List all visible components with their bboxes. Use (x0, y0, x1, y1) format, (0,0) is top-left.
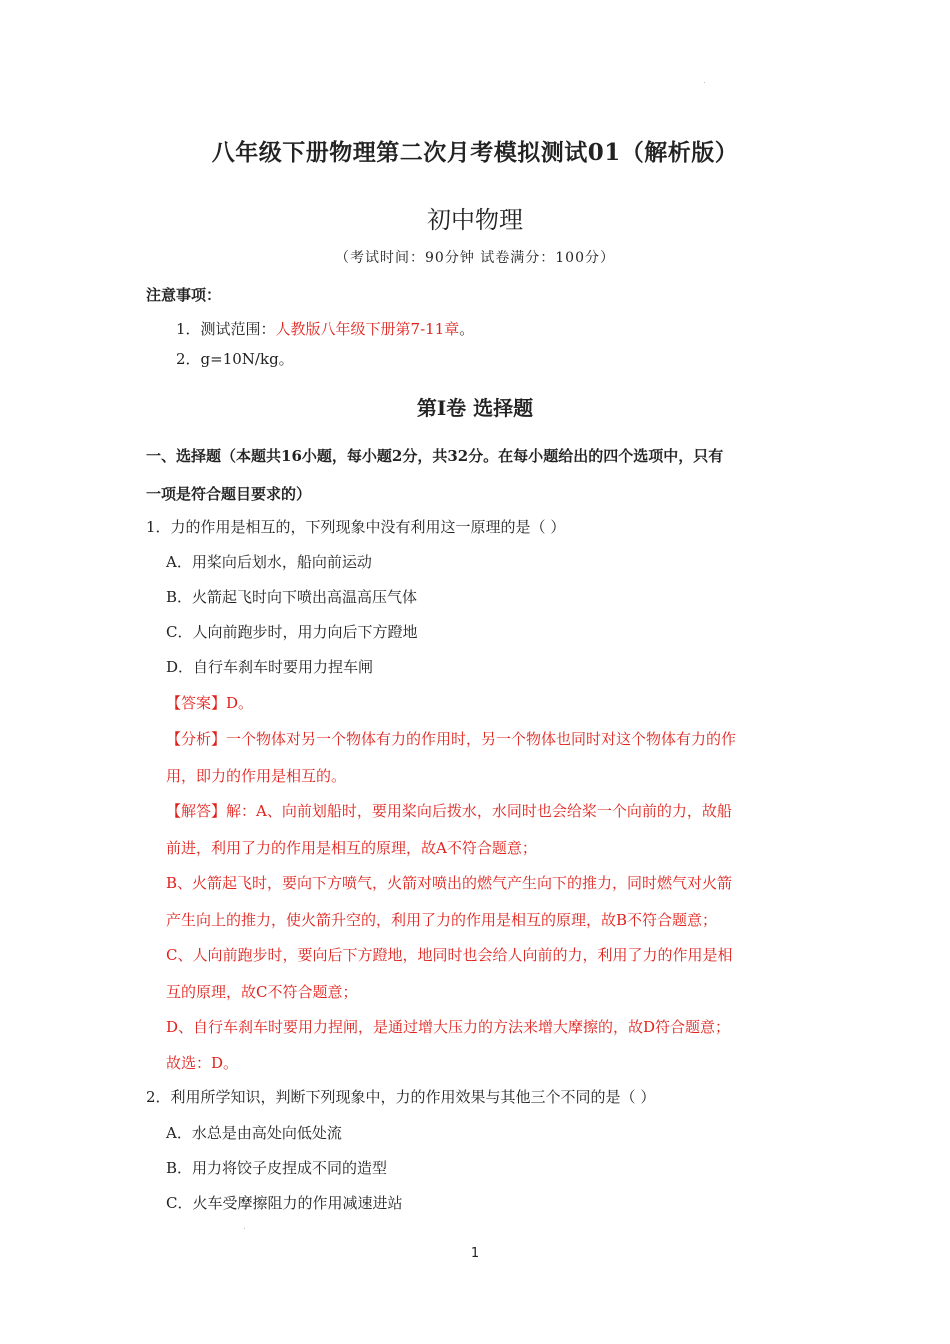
notice-item-1 (176, 318, 474, 339)
question-2-option-c: C．火车受摩擦阻力的作用减速进站 (166, 1194, 403, 1212)
question-1-analysis-line-2: 用，即力的作用是相互的。 (166, 767, 347, 785)
question-1-stem: 1．力的作用是相互的，下列现象中没有利用这一原理的是（ ） (146, 518, 566, 536)
notice-item-1-suffix: 。 (459, 320, 475, 338)
section-heading-line-2: 一项是符合题目要求的） (146, 485, 312, 503)
question-1-option-d: D．自行车刹车时要用力捏车闸 (166, 658, 374, 676)
subject-heading: 初中物理 (427, 206, 523, 234)
question-2-option-a: A．水总是由高处向低处流 (166, 1124, 342, 1142)
question-1-solution-line-4: 产生向上的推力，使火箭升空的，利用了力的作用是相互的原理，故B不符合题意； (166, 911, 718, 929)
question-1-analysis-line-1: 【分析】一个物体对另一个物体有力的作用时，另一个物体也同时对这个物体有力的作 (166, 730, 737, 748)
page-number: 1 (470, 1246, 480, 1261)
question-1-option-b: B．火箭起飞时向下喷出高温高压气体 (166, 588, 418, 606)
document-title: 八年级下册物理第二次月考模拟测试01（解析版） (211, 139, 739, 166)
question-1-solution-line-8: 故选：D。 (166, 1054, 239, 1072)
question-1-solution-line-6: 互的原理，故C不符合题意； (166, 983, 358, 1001)
notice-item-2: 2．g=10N/kg。 (176, 350, 294, 368)
question-1-solution-line-3: B、火箭起飞时，要向下方喷气，火箭对喷出的燃气产生向下的推力，同时燃气对火箭 (166, 874, 733, 892)
question-1-option-a: A．用桨向后划水，船向前运动 (166, 553, 372, 571)
question-1-answer: 【答案】D。 (166, 694, 254, 712)
section-heading-line-1: 一、选择题（本题共16小题，每小题2分，共32分。在每小题给出的四个选项中，只有 (146, 447, 724, 465)
exam-info: （考试时间：90分钟 试卷满分：100分） (335, 250, 615, 266)
part-title: 第Ⅰ卷 选择题 (416, 396, 534, 420)
question-1-solution-line-2: 前进，利用了力的作用是相互的原理，故A不符合题意； (166, 839, 537, 857)
question-1-solution-line-7: D、自行车刹车时要用力捏闸，是通过增大压力的方法来增大摩擦的，故D符合题意； (166, 1018, 731, 1036)
question-1-solution-line-5: C、人向前跑步时，要向后下方蹬地，地同时也会给人向前的力，利用了力的作用是相 (166, 946, 733, 964)
question-2-stem: 2．利用所学知识，判断下列现象中，力的作用效果与其他三个不同的是（ ） (146, 1088, 656, 1106)
scan-mark (704, 82, 705, 83)
notice-item-1-scope: 人教版八年级下册第7-11章 (275, 320, 460, 338)
notice-heading: 注意事项： (146, 286, 222, 304)
question-2-option-b: B．用力将饺子皮捏成不同的造型 (166, 1159, 388, 1177)
notice-item-1-prefix: 1．测试范围： (176, 320, 276, 338)
question-1-option-c: C．人向前跑步时，用力向后下方蹬地 (166, 623, 418, 641)
scan-mark (244, 1228, 245, 1229)
question-1-solution-line-1: 【解答】解：A、向前划船时，要用桨向后拨水，水同时也会给桨一个向前的力，故船 (166, 802, 732, 820)
